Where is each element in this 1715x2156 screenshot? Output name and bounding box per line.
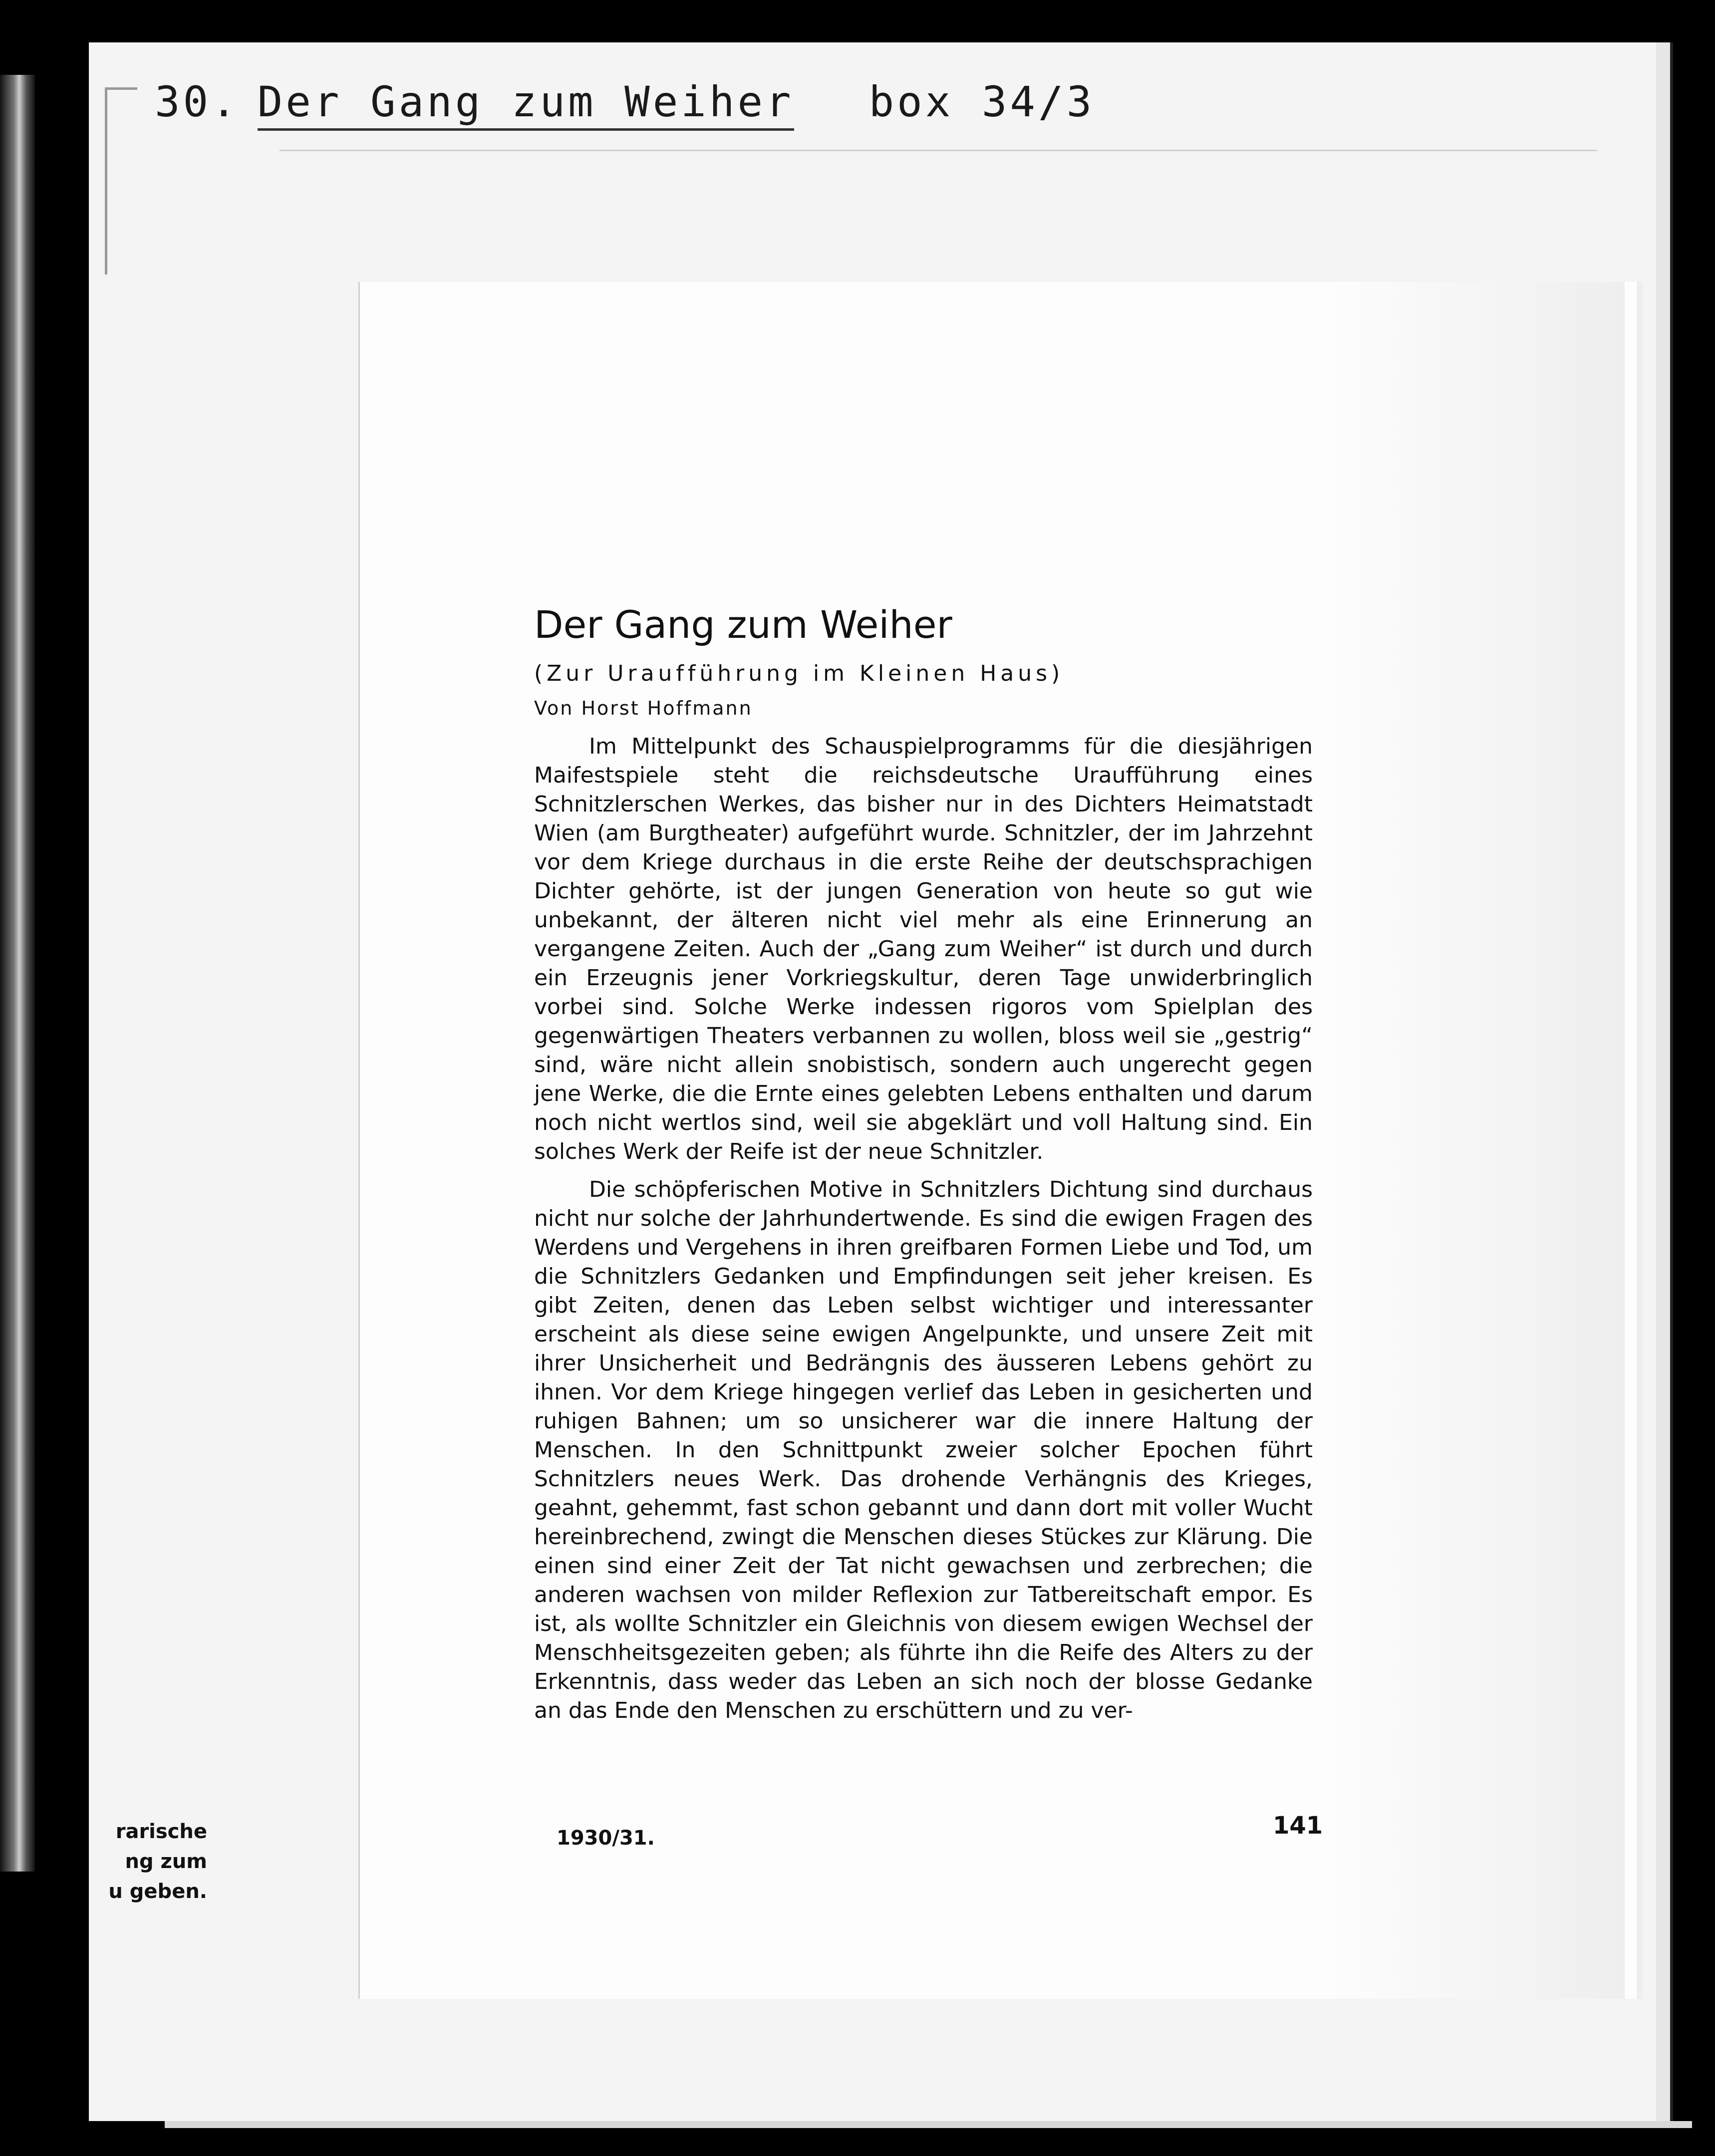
article-body	[534, 732, 1313, 1725]
card-divider	[280, 150, 1597, 151]
margin-note-line: u geben.	[108, 1880, 207, 1903]
adjacent-card-edge	[0, 75, 35, 1872]
card-label	[155, 77, 1095, 126]
margin-note-line: rarische	[115, 1820, 207, 1843]
article-paragraph: Im Mittelpunkt des Schauspielprogramms für die diesjährigen Maifestspiele steht die reichsdeutsche Uraufführung eines Schnitzlerschen Werkes, das bisher nur in des Dichters Heimatstadt Wien (am Burgtheater) aufgeführt wurde. Schnitzler, der im Jahrzehnt vor dem Kriege durchaus in die erste Reihe der deutschsprachigen Dichter gehörte, ist der jungen Generation von heute so gut wie unbekannt, der älteren nicht viel mehr als eine Erinnerung an vergangene Zeiten. Auch der „Gang zum Weiher“ ist durch und durch ein Erzeugnis jener Vorkriegskultur, deren Tage unwiderbringlich vorbei sind. Solche Werke indessen rigoros vom Spielplan des gegenwärtigen Theaters verbannen zu wollen, bloss weil sie „gestrig“ sind, wäre nicht allein snobistisch, sondern auch ungerecht gegen jene Werke, die die Ernte eines gelebten Lebens enthalten und darum noch nicht wertlos sind, weil sie abgeklärt und voll Haltung sind. Ein solches Werk der Reife ist der neue Schnitzler.	[534, 733, 1313, 1164]
card-bottom-edge	[165, 2121, 1692, 2128]
article	[534, 604, 1313, 1734]
card-corner-mark	[105, 87, 137, 274]
margin-note	[107, 1817, 207, 1906]
article-paragraph: Die schöpferischen Motive in Schnitzlers Dichtung sind durchaus nicht nur solche der Jahrhundertwende. Es sind die ewigen Fragen des Werdens und Vergehens in ihren greifbaren Formen Liebe und Tod, um die Schnitzlers Gedanken und Empfindungen seit jeher kreisen. Es gibt Zeiten, denen das Leben selbst wichtiger und interessanter erscheint als diese seine ewigen Angelpunkte, und unsere Zeit mit ihrer Unsicherheit und Bedrängnis des äusseren Lebens gehört zu ihnen. Vor dem Kriege hingegen verlief das Leben in gesicherten und ruhigen Bahnen; um so unsicherer war die innere Haltung der Menschen. In den Schnittpunkt zweier solcher Epochen führt Schnitzlers neues Werk. Das drohende Verhängnis des Krieges, geahnt, gehemmt, fast schon gebannt und dann dort mit voller Wucht hereinbrechend, zwingt die Menschen dieses Stückes zur Klärung. Die einen sind einer Zeit der Tat nicht gewachsen und zerbrechen; die anderen wachsen von milder Reflexion zur Tatbereitschaft empor. Es ist, als wollte Schnitzler ein Gleichnis von diesem ewigen Wechsel der Menschheitsgezeiten geben; als führte ihn die Reife des Alters zu der Erkenntnis, dass weder das Leben an sich noch der blosse Gedanke an das Ende den Menschen zu erschüttern und zu ver-	[534, 1176, 1313, 1723]
margin-note-line: ng zum	[125, 1850, 207, 1873]
article-byline: Von Horst Hoffmann	[534, 697, 753, 719]
card-title: Der Gang zum Weiher	[258, 77, 794, 131]
card-number: 30.	[155, 77, 240, 126]
page-shading	[1325, 282, 1625, 1999]
footer-year: 1930/31.	[557, 1827, 655, 1850]
card-box: box 34/3	[868, 77, 1095, 126]
page-number: 141	[1273, 1812, 1323, 1840]
article-subtitle: (Zur Uraufführung im Kleinen Haus)	[534, 660, 1064, 686]
article-title: Der Gang zum Weiher	[534, 602, 952, 647]
